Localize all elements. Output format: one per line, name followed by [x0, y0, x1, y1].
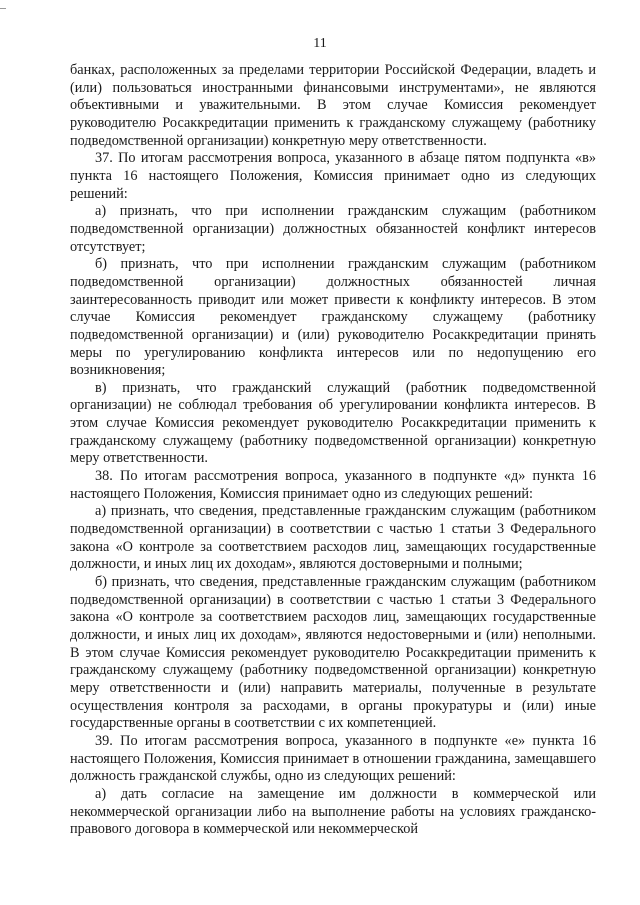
paragraph-38-a: а) признать, что сведения, представленные гражданским служащим (работником подведомственной организации) в соответствии с частью 1 статьи 3 Федерального закона «О контроле за соответствием расходов лиц, замещающих государственные должности, и иных лиц их доходам», являются достоверными и полными; — [70, 503, 596, 573]
paragraph-continuation: банках, расположенных за пределами территории Российской Федерации, владеть и (или) пользоваться иностранными финансовыми инструментами», не являются объективными и уважительными. В этом случае Комиссия рекомендует руководителю Росаккредитации применить к гражданскому служащему (работнику подведомственной организации) конкретную меру ответственности. — [70, 62, 596, 149]
document-body — [70, 62, 596, 839]
paragraph-clause-39: 39. По итогам рассмотрения вопроса, указанного в подпункте «е» пункта 16 настоящего Положения, Комиссия принимает в отношении гражданина, замещавшего должность гражданской службы, одно из следующих решений: — [70, 732, 596, 785]
paragraph-38-b: б) признать, что сведения, представленные гражданским служащим (работником подведомственной организации) в соответствии с частью 1 статьи 3 Федерального закона «О контроле за соответствием расходов лиц, замещающих государственные должности, и иных лиц их доходам», являются недостоверными и (или) неполными. В этом случае Комиссия рекомендует руководителю Росаккредитации применить к гражданскому служащему (работнику подведомственной организации) конкретную меру ответственности и (или) направить материалы, полученные в результате осуществления контроля за расходами, в органы прокуратуры и (или) иные государственные органы в соответствии с их компетенцией. — [70, 574, 596, 732]
paragraph-37-b: б) признать, что при исполнении гражданским служащим (работником подведомственной организации) должностных обязанностей личная заинтересованность приводит или может привести к конфликту интересов. В этом случае Комиссия рекомендует гражданскому служащему (работнику подведомственной организации) и (или) руководителю Росаккредитации принять меры по урегулированию конфликта интересов или по недопущению его возникновения; — [70, 256, 596, 379]
paragraph-clause-38: 38. По итогам рассмотрения вопроса, указанного в подпункте «д» пункта 16 настоящего Положения, Комиссия принимает одно из следующих решений: — [70, 468, 596, 502]
paragraph-37-c: в) признать, что гражданский служащий (работник подведомственной организации) не соблюдал требования об урегулировании конфликта интересов. В этом случае Комиссия рекомендует руководителю Росаккредитации применить к гражданскому служащему (работнику подведомственной организации) конкретную меру ответственности. — [70, 379, 596, 467]
scan-edge-mark — [0, 8, 6, 9]
paragraph-37-a: а) признать, что при исполнении гражданским служащим (работником подведомственной организации) должностных обязанностей конфликт интересов отсутствует; — [70, 203, 596, 255]
paragraph-39-a: а) дать согласие на замещение им должности в коммерческой или некоммерческой организации либо на выполнение работы на условиях гражданско-правового договора в коммерческой или некоммерческой — [70, 785, 596, 838]
paragraph-clause-37: 37. По итогам рассмотрения вопроса, указанного в абзаце пятом подпункта «в» пункта 16 настоящего Положения, Комиссия принимает одно из следующих решений: — [70, 150, 596, 202]
page-number: 11 — [313, 36, 327, 51]
